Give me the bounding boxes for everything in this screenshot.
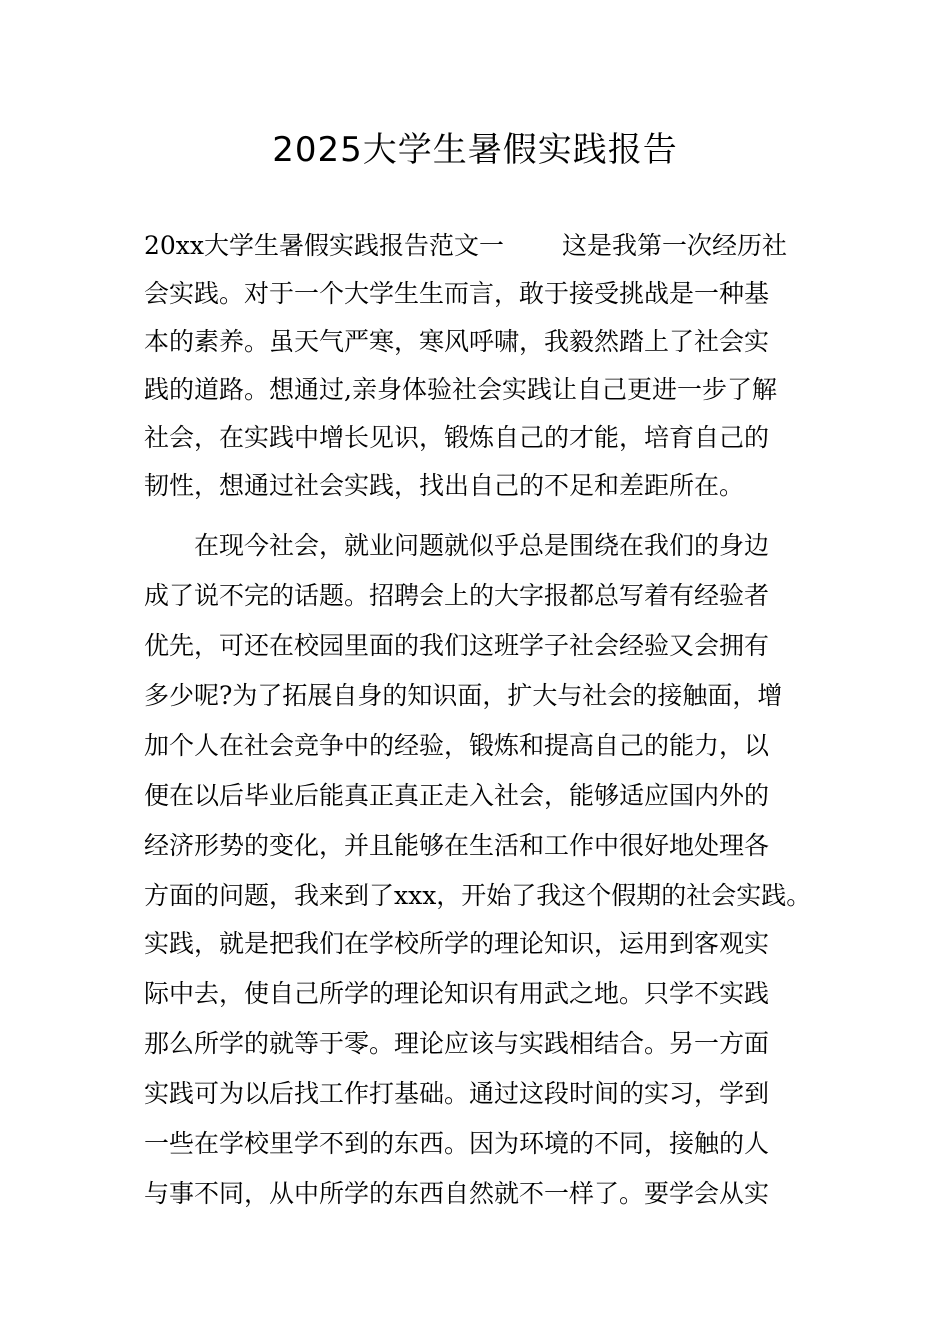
body-line: 本的素养。虽天气严寒，寒风呼啸，我毅然踏上了社会实	[144, 327, 770, 356]
body-line: 实践可为以后找工作打基础。通过这段时间的实习，学到	[144, 1079, 770, 1108]
body-line: 经济形势的变化，并且能够在生活和工作中很好地处理各	[144, 831, 770, 860]
body-line: 际中去，使自己所学的理论知识有用武之地。只学不实践	[144, 979, 770, 1008]
body-line: 成了说不完的话题。招聘会上的大字报都总写着有经验者	[144, 581, 770, 610]
body-line: 会实践。对于一个大学生生而言，敢于接受挑战是一种基	[144, 279, 770, 308]
body-line: 践的道路。想通过,亲身体验社会实践让自己更进一步了解	[144, 375, 777, 404]
body-line: 多少呢?为了拓展自身的知识面，扩大与社会的接触面，增	[144, 681, 783, 710]
report-lead: 这是我第一次经历社	[562, 231, 788, 260]
body-line: 优先，可还在校园里面的我们这班学子社会经验又会拥有	[144, 631, 770, 660]
body-line-1	[144, 222, 787, 270]
body-line: 一些在学校里学不到的东西。因为环境的不同，接触的人	[144, 1129, 770, 1158]
body-line: 韧性，想通过社会实践，找出自己的不足和差距所在。	[144, 471, 745, 500]
body-line: 与事不同，从中所学的东西自然就不一样了。要学会从实	[144, 1179, 770, 1208]
body-line: 方面的问题，我来到了xxx，开始了我这个假期的社会实践。	[144, 881, 812, 910]
body-line: 实践，就是把我们在学校所学的理论知识，运用到客观实	[144, 929, 770, 958]
document-title: 2025大学生暑假实践报告	[272, 130, 678, 170]
body-line: 那么所学的就等于零。理论应该与实践相结合。另一方面	[144, 1029, 770, 1058]
body-line: 在现今社会，就业问题就似乎总是围绕在我们的身边	[144, 531, 770, 560]
body-line: 便在以后毕业后能真正真正走入社会，能够适应国内外的	[144, 781, 770, 810]
report-heading: 20xx大学生暑假实践报告范文一	[144, 231, 505, 260]
body-line: 社会，在实践中增长见识，锻炼自己的才能，培育自己的	[144, 423, 770, 452]
body-line: 加个人在社会竞争中的经验，锻炼和提高自己的能力，以	[144, 731, 770, 760]
